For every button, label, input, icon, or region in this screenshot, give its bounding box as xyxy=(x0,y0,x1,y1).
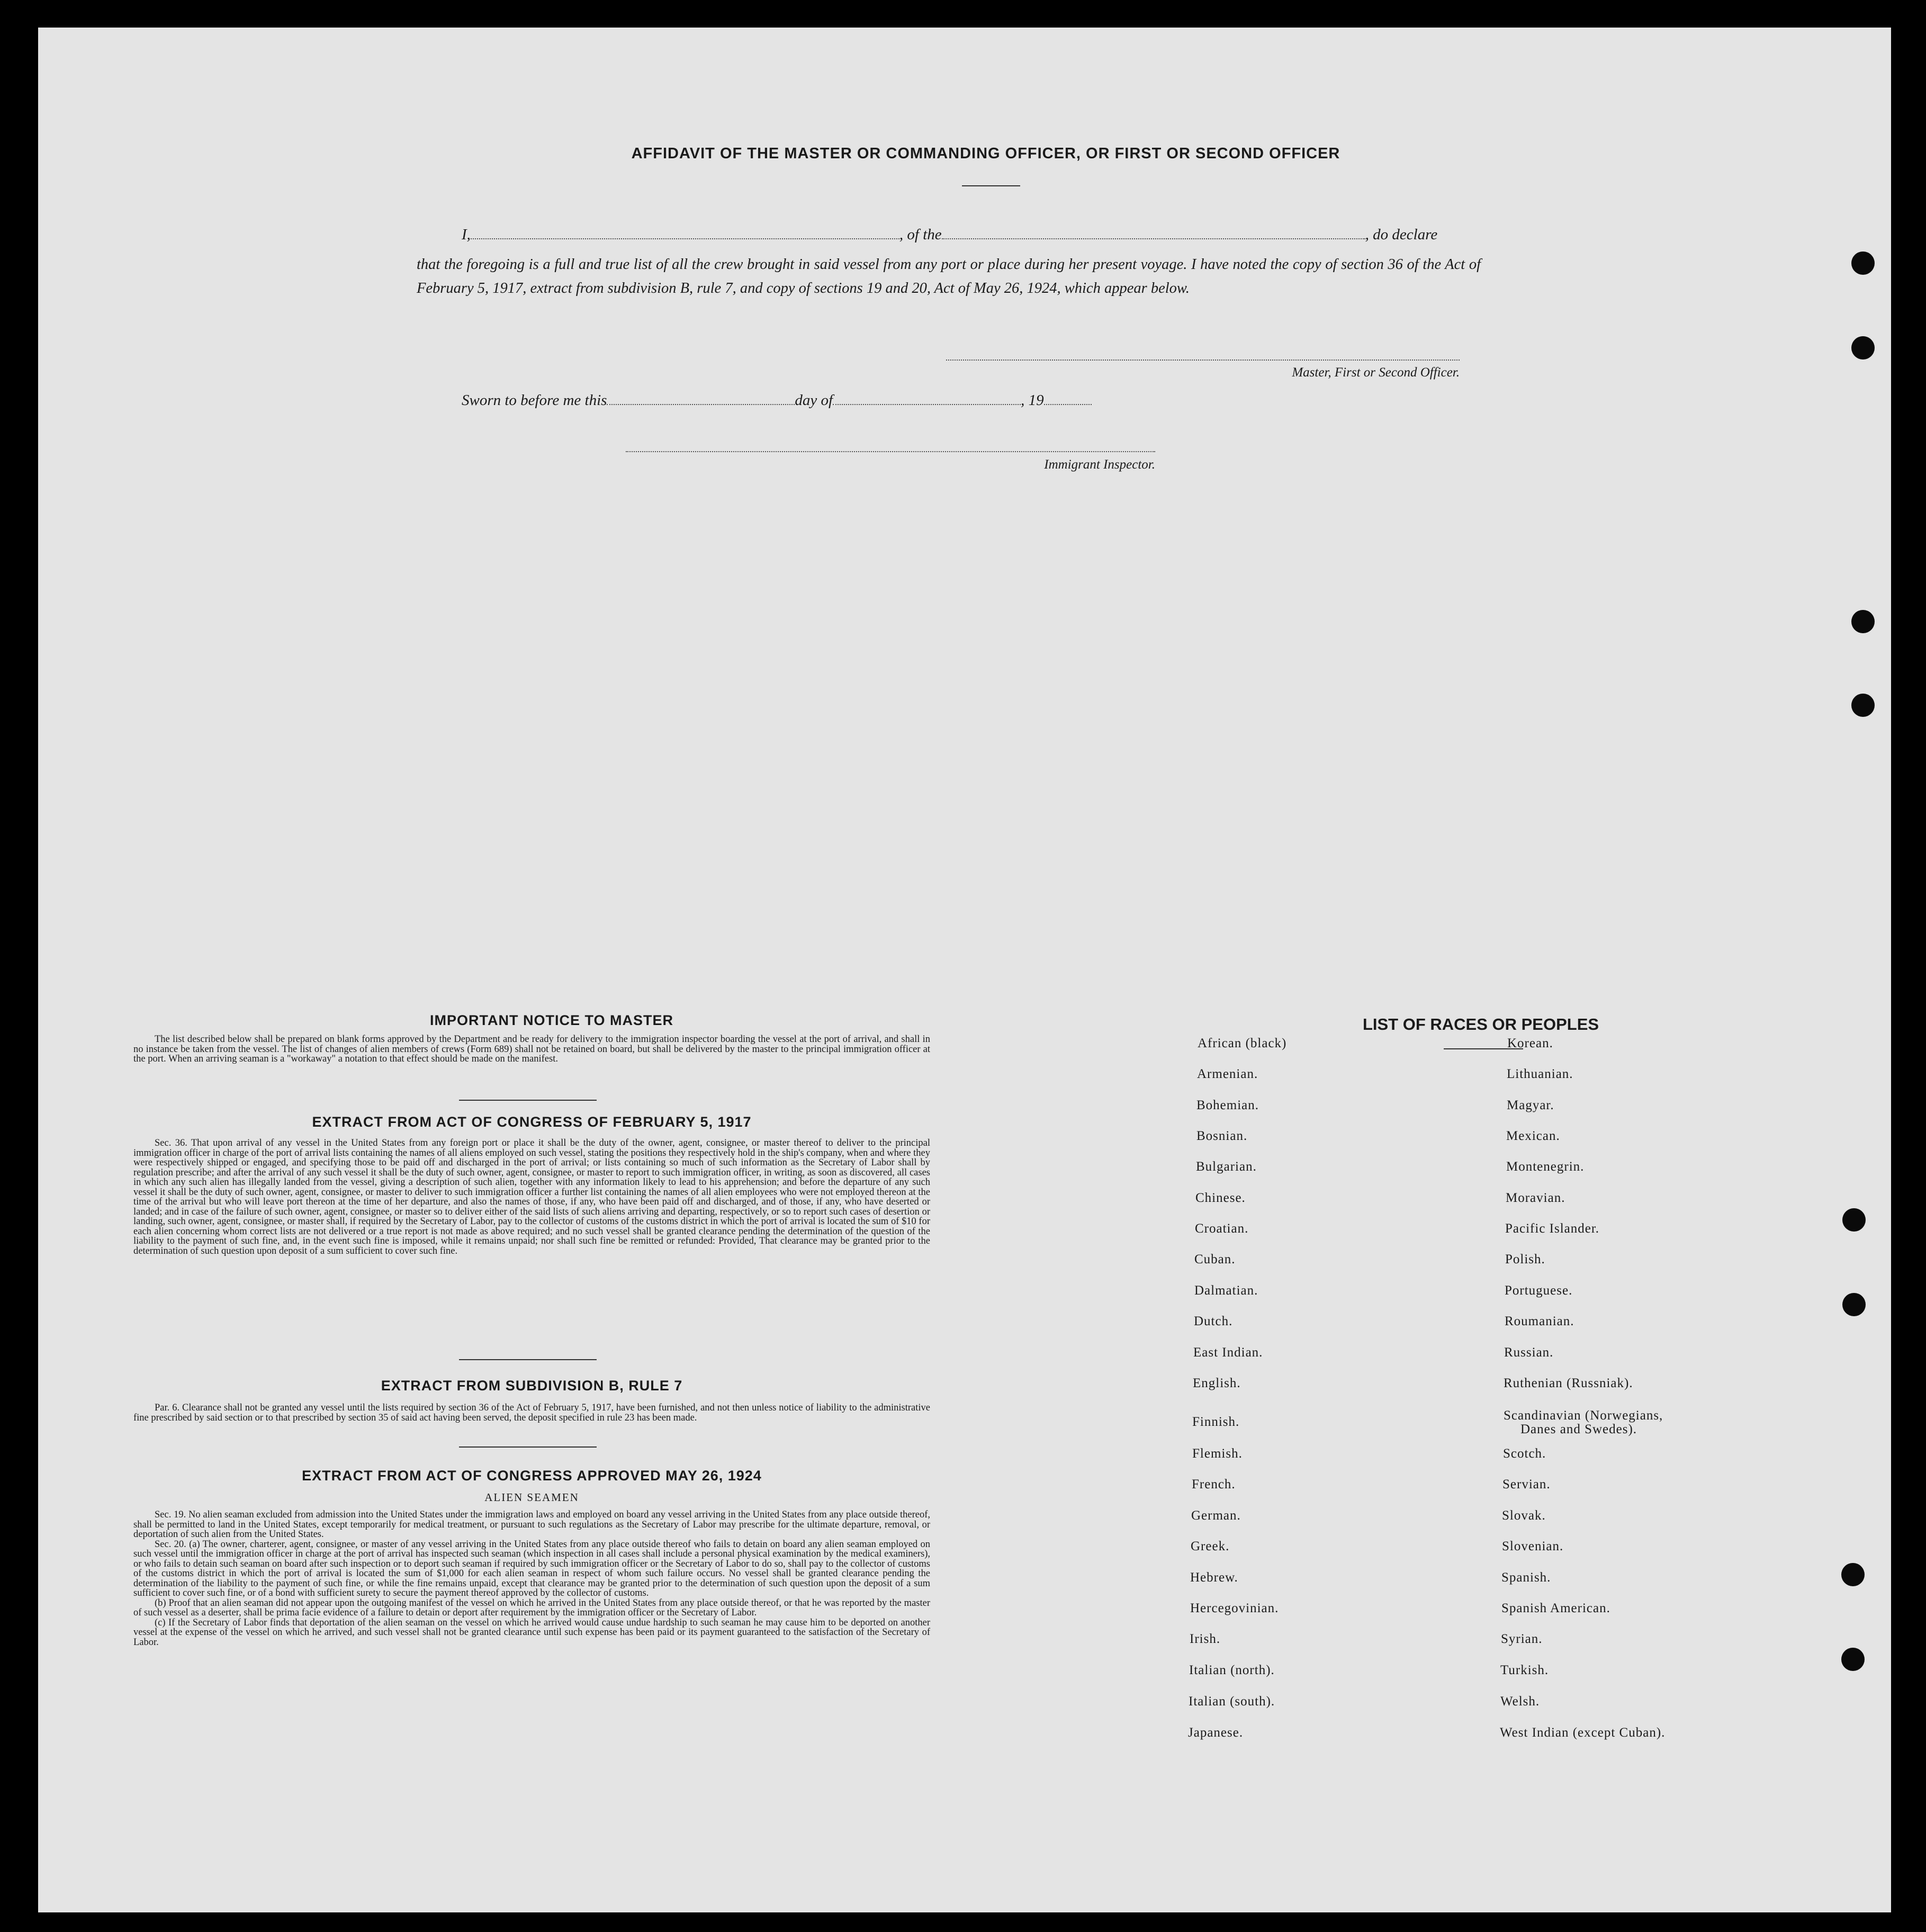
sworn-day-field[interactable] xyxy=(607,404,795,405)
binder-hole xyxy=(1842,1208,1866,1232)
race-item: West Indian (except Cuban). xyxy=(1500,1726,1666,1740)
extract-1924-body xyxy=(133,1510,930,1647)
inspector-signature-field[interactable] xyxy=(626,451,1155,452)
race-item: Cuban. xyxy=(1194,1252,1236,1266)
year-prefix: , 19 xyxy=(1021,392,1044,409)
race-item: Danes and Swedes). xyxy=(1520,1422,1637,1436)
master-signature-field[interactable] xyxy=(946,360,1460,361)
extract-1924-title: EXTRACT FROM ACT OF CONGRESS APPROVED MAY 26, 1924 xyxy=(302,1468,762,1484)
race-item: Roumanian. xyxy=(1505,1314,1574,1328)
race-item: Spanish. xyxy=(1501,1570,1551,1585)
race-item: Croatian. xyxy=(1195,1221,1249,1236)
race-item: Magyar. xyxy=(1507,1098,1554,1112)
race-item: Scotch. xyxy=(1503,1446,1546,1461)
race-item: Armenian. xyxy=(1197,1067,1258,1081)
race-item: Dalmatian. xyxy=(1194,1283,1258,1298)
master-signature-label: Master, First or Second Officer. xyxy=(1292,365,1460,380)
day-of-label: day of xyxy=(795,392,833,409)
notice-title: IMPORTANT NOTICE TO MASTER xyxy=(430,1012,673,1028)
section-divider xyxy=(459,1359,597,1360)
race-item: Japanese. xyxy=(1188,1726,1244,1740)
binder-hole xyxy=(1851,251,1875,275)
extract-1924-paragraph: (c) If the Secretary of Labor finds that deportation of the alien seaman on the vessel on which he arrived would cause undue hardship to such seaman he may cause him to be deported on another vessel at the expense of the vessel on which he arrived, and such vessel shall not be granted clearance until such expense has been paid or its payment guaranteed to the satisfaction of the Secretary of Labor. xyxy=(133,1617,930,1648)
race-item: Turkish. xyxy=(1500,1663,1549,1677)
extract-1917-body: Sec. 36. That upon arrival of any vessel in the United States from any foreign port or place it shall be the duty of the owner, agent, consignee, or master thereof to deliver to the principal immigration officer in charge of the port of arrival lists containing the names of all aliens employed on such vessel, stating the positions they respectively hold in the ship's company, when and where they were respectively shipped or engaged, and specifying those to be paid off and discharged in the port of arrival; or lists containing so much of such information as the Secretary of Labor shall by regulation prescribe; and after the arrival of any such vessel it shall be the duty of such owner, agent, consignee, or master to report to such immigration officer, in writing, as soon as discovered, all cases in which any such alien has illegally landed from the vessel, giving a description of such alien, together with any information likely to lead to his apprehension; and before the departure of any such vessel it shall be the duty of such owner, agent, consignee, or master to deliver to such immigration officer a further list containing the names of all alien employees who were not employed thereon at the time of the arrival but who will leave port thereon at the time of her departure, and also the names of those, if any, who have been paid off and discharged, and of those, if any, who have deserted or landed; and in case of the failure of such owner, agent, consignee, or master so to deliver either of the said lists of such aliens arriving and departing, respectively, or so to report such cases of desertion or landing, such owner, agent, consignee, or master shall, if required by the Secretary of Labor, pay to the collector of customs of the customs district in which the port of arrival is located the sum of $10 for each alien concerning whom correct lists are not delivered or a true report is not made as above required; and no such vessel shall be granted clearance pending the determination of the question of the liability to the payment of such fine, and, in the event such fine is imposed, while it remains unpaid; nor shall such fine be remitted or refunded: Provided, That clearance may be granted prior to the determination of such question upon deposit of a sum sufficient to cover such fine. xyxy=(133,1138,930,1256)
declaration-first-line xyxy=(462,226,1481,247)
sworn-month-field[interactable] xyxy=(833,404,1021,405)
race-item: Dutch. xyxy=(1194,1314,1233,1328)
race-item: African (black) xyxy=(1198,1036,1287,1050)
race-item: Italian (north). xyxy=(1189,1663,1275,1677)
race-item: English. xyxy=(1193,1376,1241,1390)
race-item: Russian. xyxy=(1504,1345,1554,1360)
of-the-label: , of the xyxy=(899,226,942,243)
extract-1924-subtitle: ALIEN SEAMEN xyxy=(484,1491,579,1504)
race-item: Irish. xyxy=(1190,1632,1221,1646)
race-item: Slovak. xyxy=(1502,1508,1546,1523)
title-underline xyxy=(962,185,1020,186)
race-item: Pacific Islander. xyxy=(1505,1221,1600,1236)
race-item: Italian (south). xyxy=(1189,1694,1275,1709)
race-item: German. xyxy=(1191,1508,1241,1523)
race-item: Moravian. xyxy=(1506,1191,1565,1205)
binder-hole xyxy=(1851,610,1875,633)
affidavit-title: AFFIDAVIT OF THE MASTER OR COMMANDING OFFICER, OR FIRST OR SECOND OFFICER xyxy=(631,145,1340,162)
binder-hole xyxy=(1842,1293,1866,1316)
race-item: Welsh. xyxy=(1500,1694,1540,1709)
notice-body: The list described below shall be prepared on blank forms approved by the Department and be ready for delivery to the immigration inspector boarding the vessel at the port of arrival, and shall in no instance be taken from the vessel. The list of changes of alien members of crews (Form 689) shall not be retained on board, but shall be delivered by the master to the principal immigration officer at the port. When an arriving seaman is a "workaway" a notation to that effect should be made on the manifest. xyxy=(133,1034,930,1064)
extract-rule7-body: Par. 6. Clearance shall not be granted any vessel until the lists required by section 36 of the Act of February 5, 1917, have been furnished, and not then unless notice of liability to the administrative fine prescribed by said section or to that prescribed by section 35 of said act having been served, the deposit specified in rule 23 has been made. xyxy=(133,1403,930,1423)
race-item: Flemish. xyxy=(1192,1446,1243,1461)
race-item: Hebrew. xyxy=(1190,1570,1238,1585)
name-field[interactable] xyxy=(471,238,899,239)
extract-1924-paragraph: Sec. 19. No alien seaman excluded from admission into the United States under the immigration laws and employed on board any vessel arriving in the United States from any place outside thereof, shall be permitted to land in the United States, except temporarily for medical treatment, or pursuant to such regulations as the Secretary of Labor may prescribe for the ultimate departure, removal, or deportation of such alien from the United States. xyxy=(133,1509,930,1540)
section-divider xyxy=(459,1100,597,1101)
binder-hole xyxy=(1841,1648,1865,1671)
race-item: Bohemian. xyxy=(1196,1098,1259,1112)
race-item: Scandinavian (Norwegians, xyxy=(1504,1408,1663,1423)
form-page xyxy=(38,28,1891,1912)
race-item: Korean. xyxy=(1507,1036,1553,1050)
race-item: Spanish American. xyxy=(1501,1601,1610,1615)
vessel-field[interactable] xyxy=(942,238,1365,239)
inspector-signature-label: Immigrant Inspector. xyxy=(1044,457,1155,472)
race-item: Lithuanian. xyxy=(1507,1067,1573,1081)
race-item: East Indian. xyxy=(1193,1345,1263,1360)
binder-hole xyxy=(1851,336,1875,360)
race-item: French. xyxy=(1192,1477,1236,1491)
race-item: Finnish. xyxy=(1192,1415,1240,1429)
race-item: Ruthenian (Russniak). xyxy=(1504,1376,1633,1390)
race-item: Montenegrin. xyxy=(1506,1160,1585,1174)
race-item: Portuguese. xyxy=(1505,1283,1573,1298)
sworn-line xyxy=(462,392,1160,409)
section-divider xyxy=(459,1446,597,1448)
race-item: Chinese. xyxy=(1195,1191,1246,1205)
race-item: Bosnian. xyxy=(1196,1129,1248,1143)
race-item: Syrian. xyxy=(1501,1632,1543,1646)
race-item: Hercegovinian. xyxy=(1190,1601,1279,1615)
extract-rule7-title: EXTRACT FROM SUBDIVISION B, RULE 7 xyxy=(381,1378,683,1394)
extract-1924-paragraph: (b) Proof that an alien seaman did not appear upon the outgoing manifest of the vessel on which he arrived in the United States from any place outside thereof, or that he was reported by the master of such vessel as a deserter, shall be prima facie evidence of a failure to detain or deport after requirement by the immigration officer or the Secretary of Labor. xyxy=(133,1597,930,1618)
do-declare-label: , do declare xyxy=(1365,226,1438,243)
binder-hole xyxy=(1851,694,1875,717)
extract-1917-title: EXTRACT FROM ACT OF CONGRESS OF FEBRUARY 5, 1917 xyxy=(312,1114,752,1130)
race-item: Greek. xyxy=(1191,1539,1230,1553)
binder-hole xyxy=(1841,1563,1865,1586)
race-item: Mexican. xyxy=(1506,1129,1560,1143)
race-item: Slovenian. xyxy=(1502,1539,1564,1553)
extract-1924-paragraph: Sec. 20. (a) The owner, charterer, agent, consignee, or master of any vessel arriving in the United States from any place outside thereof who fails to detain on board any alien seaman employed on such vessel until the immigration officer in charge at the port of arrival has inspected such seaman (which inspection in all cases shall include a personal physical examination by the medical examiners), or who fails to detain such seaman on board after such inspection or to deport such seaman if required by such immigration officer or the Secretary of Labor to do so, shall pay to the collector of customs of the customs district in which the port of arrival is located the sum of $1,000 for each alien seaman in respect of whom such failure occurs. No vessel shall be granted clearance pending the determination of the liability to the payment of such fine, or while the fine remains unpaid, except that clearance may be granted prior to the determination of such question upon the deposit of a sum sufficient to cover such fine, or of a bond with sufficient surety to secure the payment thereof approved by the collector of customs. xyxy=(133,1539,930,1598)
i-label: I, xyxy=(462,226,471,243)
sworn-prefix: Sworn to before me this xyxy=(462,392,607,409)
race-item: Servian. xyxy=(1502,1477,1551,1491)
declaration-body: that the foregoing is a full and true list of all the crew brought in said vessel from any port or place during her present voyage. I have noted the copy of section 36 of the Act of February 5, 1917, extract from subdivision B, rule 7, and copy of sections 19 and 20, Act of May 26, 1924, which appear below. xyxy=(417,256,1481,296)
races-list-title: LIST OF RACES OR PEOPLES xyxy=(1362,1015,1599,1034)
sworn-year-field[interactable] xyxy=(1044,404,1092,405)
race-item: Polish. xyxy=(1505,1252,1545,1266)
race-item: Bulgarian. xyxy=(1196,1160,1257,1174)
